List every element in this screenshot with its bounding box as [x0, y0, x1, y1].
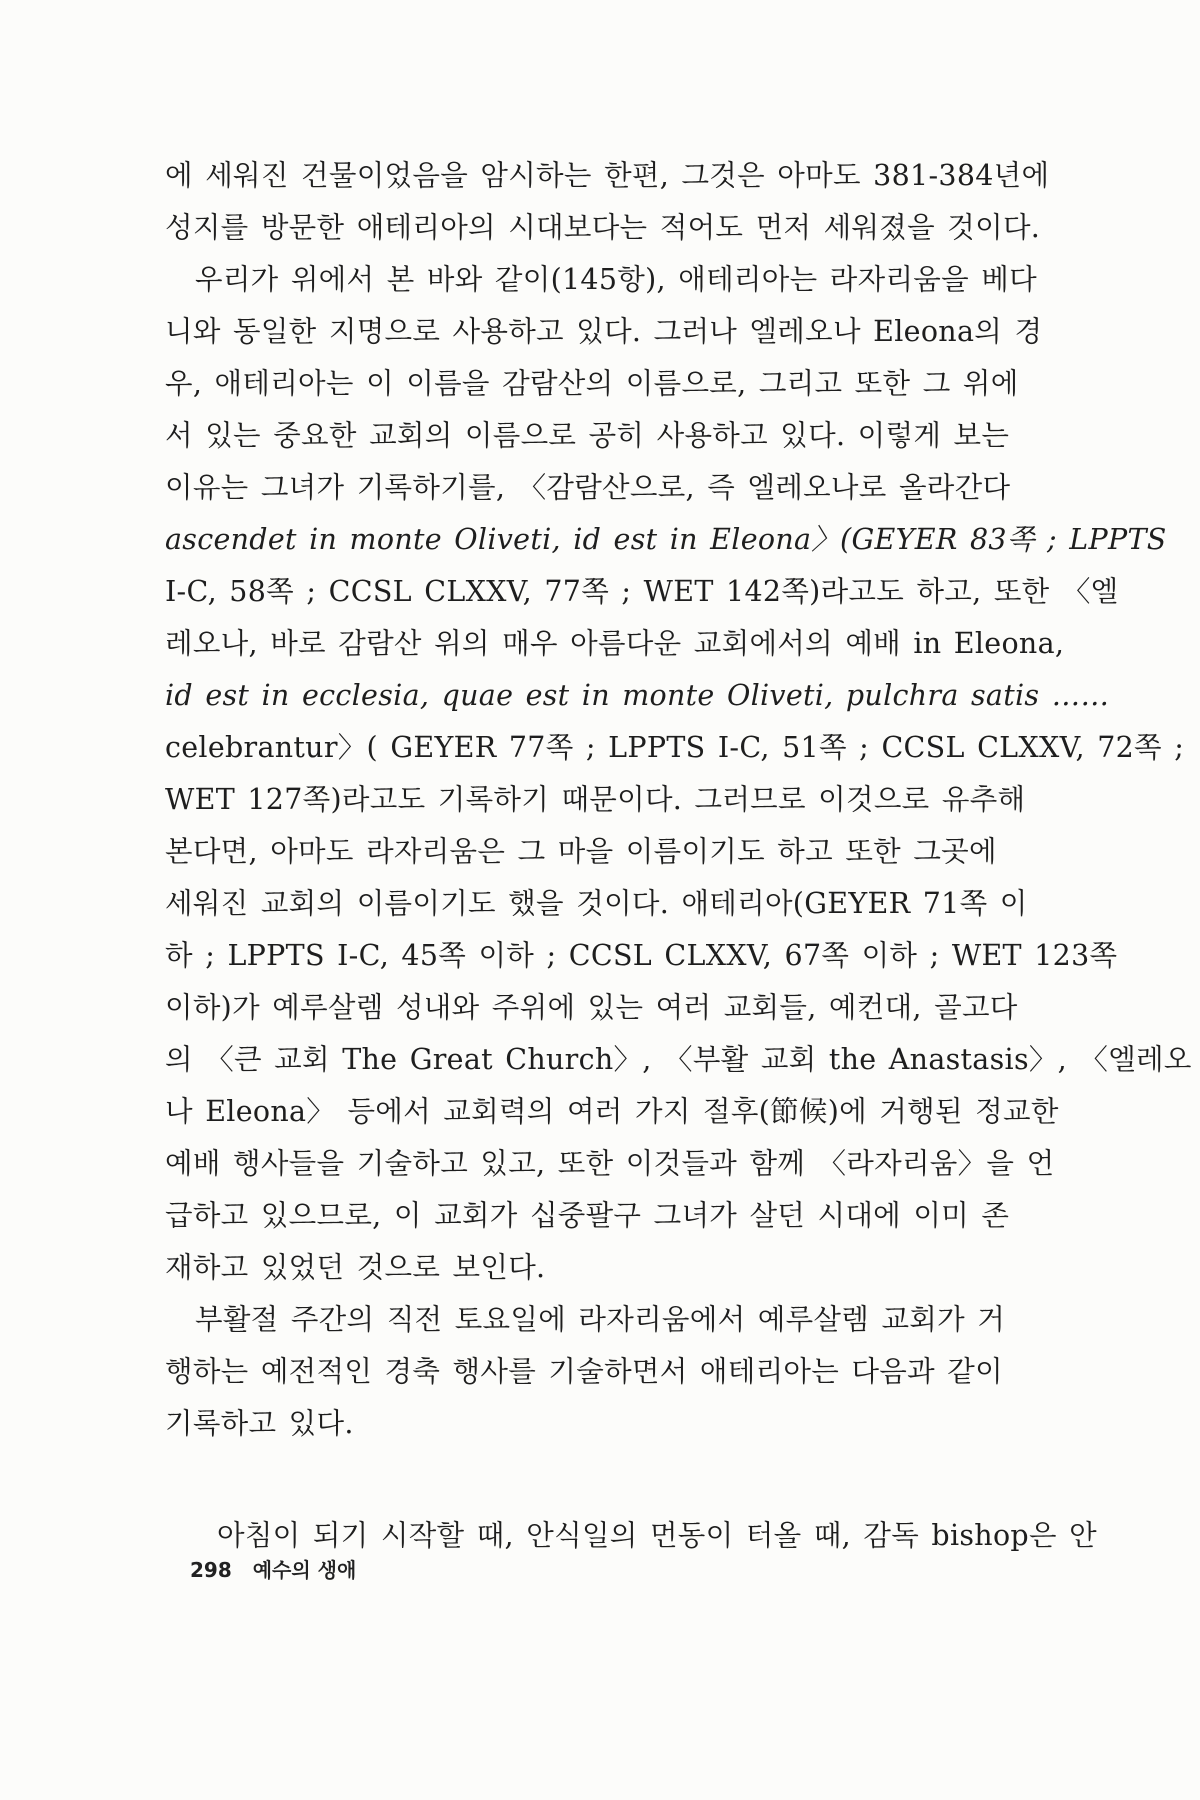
- text-line: 세워진 교회의 이름이기도 했을 것이다. 애테리아(GEYER 71쪽 이: [165, 887, 1028, 920]
- page-footer: [190, 1554, 356, 1583]
- text-line: 이유는 그녀가 기록하기를, 〈감람산으로, 즉 엘레오나로 올라간다: [165, 471, 1011, 504]
- text-line: 기록하고 있다.: [165, 1407, 354, 1440]
- text-line: 우, 애테리아는 이 이름을 감람산의 이름으로, 그리고 또한 그 위에: [165, 367, 1019, 400]
- text-line: 성지를 방문한 애테리아의 시대보다는 적어도 먼저 세워졌을 것이다.: [165, 211, 1041, 244]
- text-line: 레오나, 바로 감람산 위의 매우 아름다운 교회에서의 예배 in Eleona,: [165, 627, 1065, 660]
- text-line: I-C, 58쪽 ; CCSL CLXXV, 77쪽 ; WET 142쪽)라고도 하고, 또한 〈엘: [165, 575, 1119, 608]
- text-line: 급하고 있으므로, 이 교회가 십중팔구 그녀가 살던 시대에 이미 존: [165, 1199, 1010, 1232]
- block-quote-line: 아침이 되기 시작할 때, 안식일의 먼동이 터올 때, 감독 bishop은 안: [217, 1519, 1097, 1552]
- text-line: 니와 동일한 지명으로 사용하고 있다. 그러나 엘레오나 Eleona의 경: [165, 315, 1043, 348]
- text-line: 에 세워진 건물이었음을 암시하는 한편, 그것은 아마도 381-384년에: [165, 159, 1050, 192]
- text-line: celebrantur〉( GEYER 77쪽 ; LPPTS I-C, 51쪽 ; CCSL CLXXV, 72쪽 ;: [165, 731, 1185, 764]
- text-line: 예배 행사들을 기술하고 있고, 또한 이것들과 함께 〈라자리움〉을 언: [165, 1147, 1055, 1180]
- paragraph-start-line: 부활절 주간의 직전 토요일에 라자리움에서 예루살렘 교회가 거: [195, 1303, 1006, 1336]
- text-line: 의 〈큰 교회 The Great Church〉, 〈부활 교회 the Anastasis〉, 〈엘레오: [165, 1043, 1192, 1076]
- running-title: 예수의 생애: [252, 1558, 357, 1582]
- paragraph-gap: [165, 1450, 1050, 1510]
- paragraph-start-line: 우리가 위에서 본 바와 같이(145항), 애테리아는 라자리움을 베다: [195, 263, 1037, 296]
- text-line: 서 있는 중요한 교회의 이름으로 공히 사용하고 있다. 이렇게 보는: [165, 419, 1010, 452]
- text-line: id est in ecclesia, quae est in monte Oliveti, pulchra satis ……: [165, 679, 1110, 712]
- text-line: 나 Eleona〉 등에서 교회력의 여러 가지 절후(節候)에 거행된 정교한: [165, 1095, 1059, 1128]
- text-line: WET 127쪽)라고도 기록하기 때문이다. 그러므로 이것으로 유추해: [165, 783, 1026, 816]
- text-line: 재하고 있었던 것으로 보인다.: [165, 1251, 546, 1284]
- text-line: 본다면, 아마도 라자리움은 그 마을 이름이기도 하고 또한 그곳에: [165, 835, 997, 868]
- text-line: 하 ; LPPTS I-C, 45쪽 이하 ; CCSL CLXXV, 67쪽 이하 ; WET 123쪽: [165, 939, 1118, 972]
- text-line: 이하)가 예루살렘 성내와 주위에 있는 여러 교회들, 예컨대, 골고다: [165, 991, 1018, 1024]
- text-line: 행하는 예전적인 경축 행사를 기술하면서 애테리아는 다음과 같이: [165, 1355, 1003, 1388]
- body-text: [165, 150, 1192, 1562]
- text-line: ascendet in monte Oliveti, id est in Eleona〉(GEYER 83쪽 ; LPPTS: [165, 523, 1167, 556]
- page-number: 298: [190, 1558, 232, 1582]
